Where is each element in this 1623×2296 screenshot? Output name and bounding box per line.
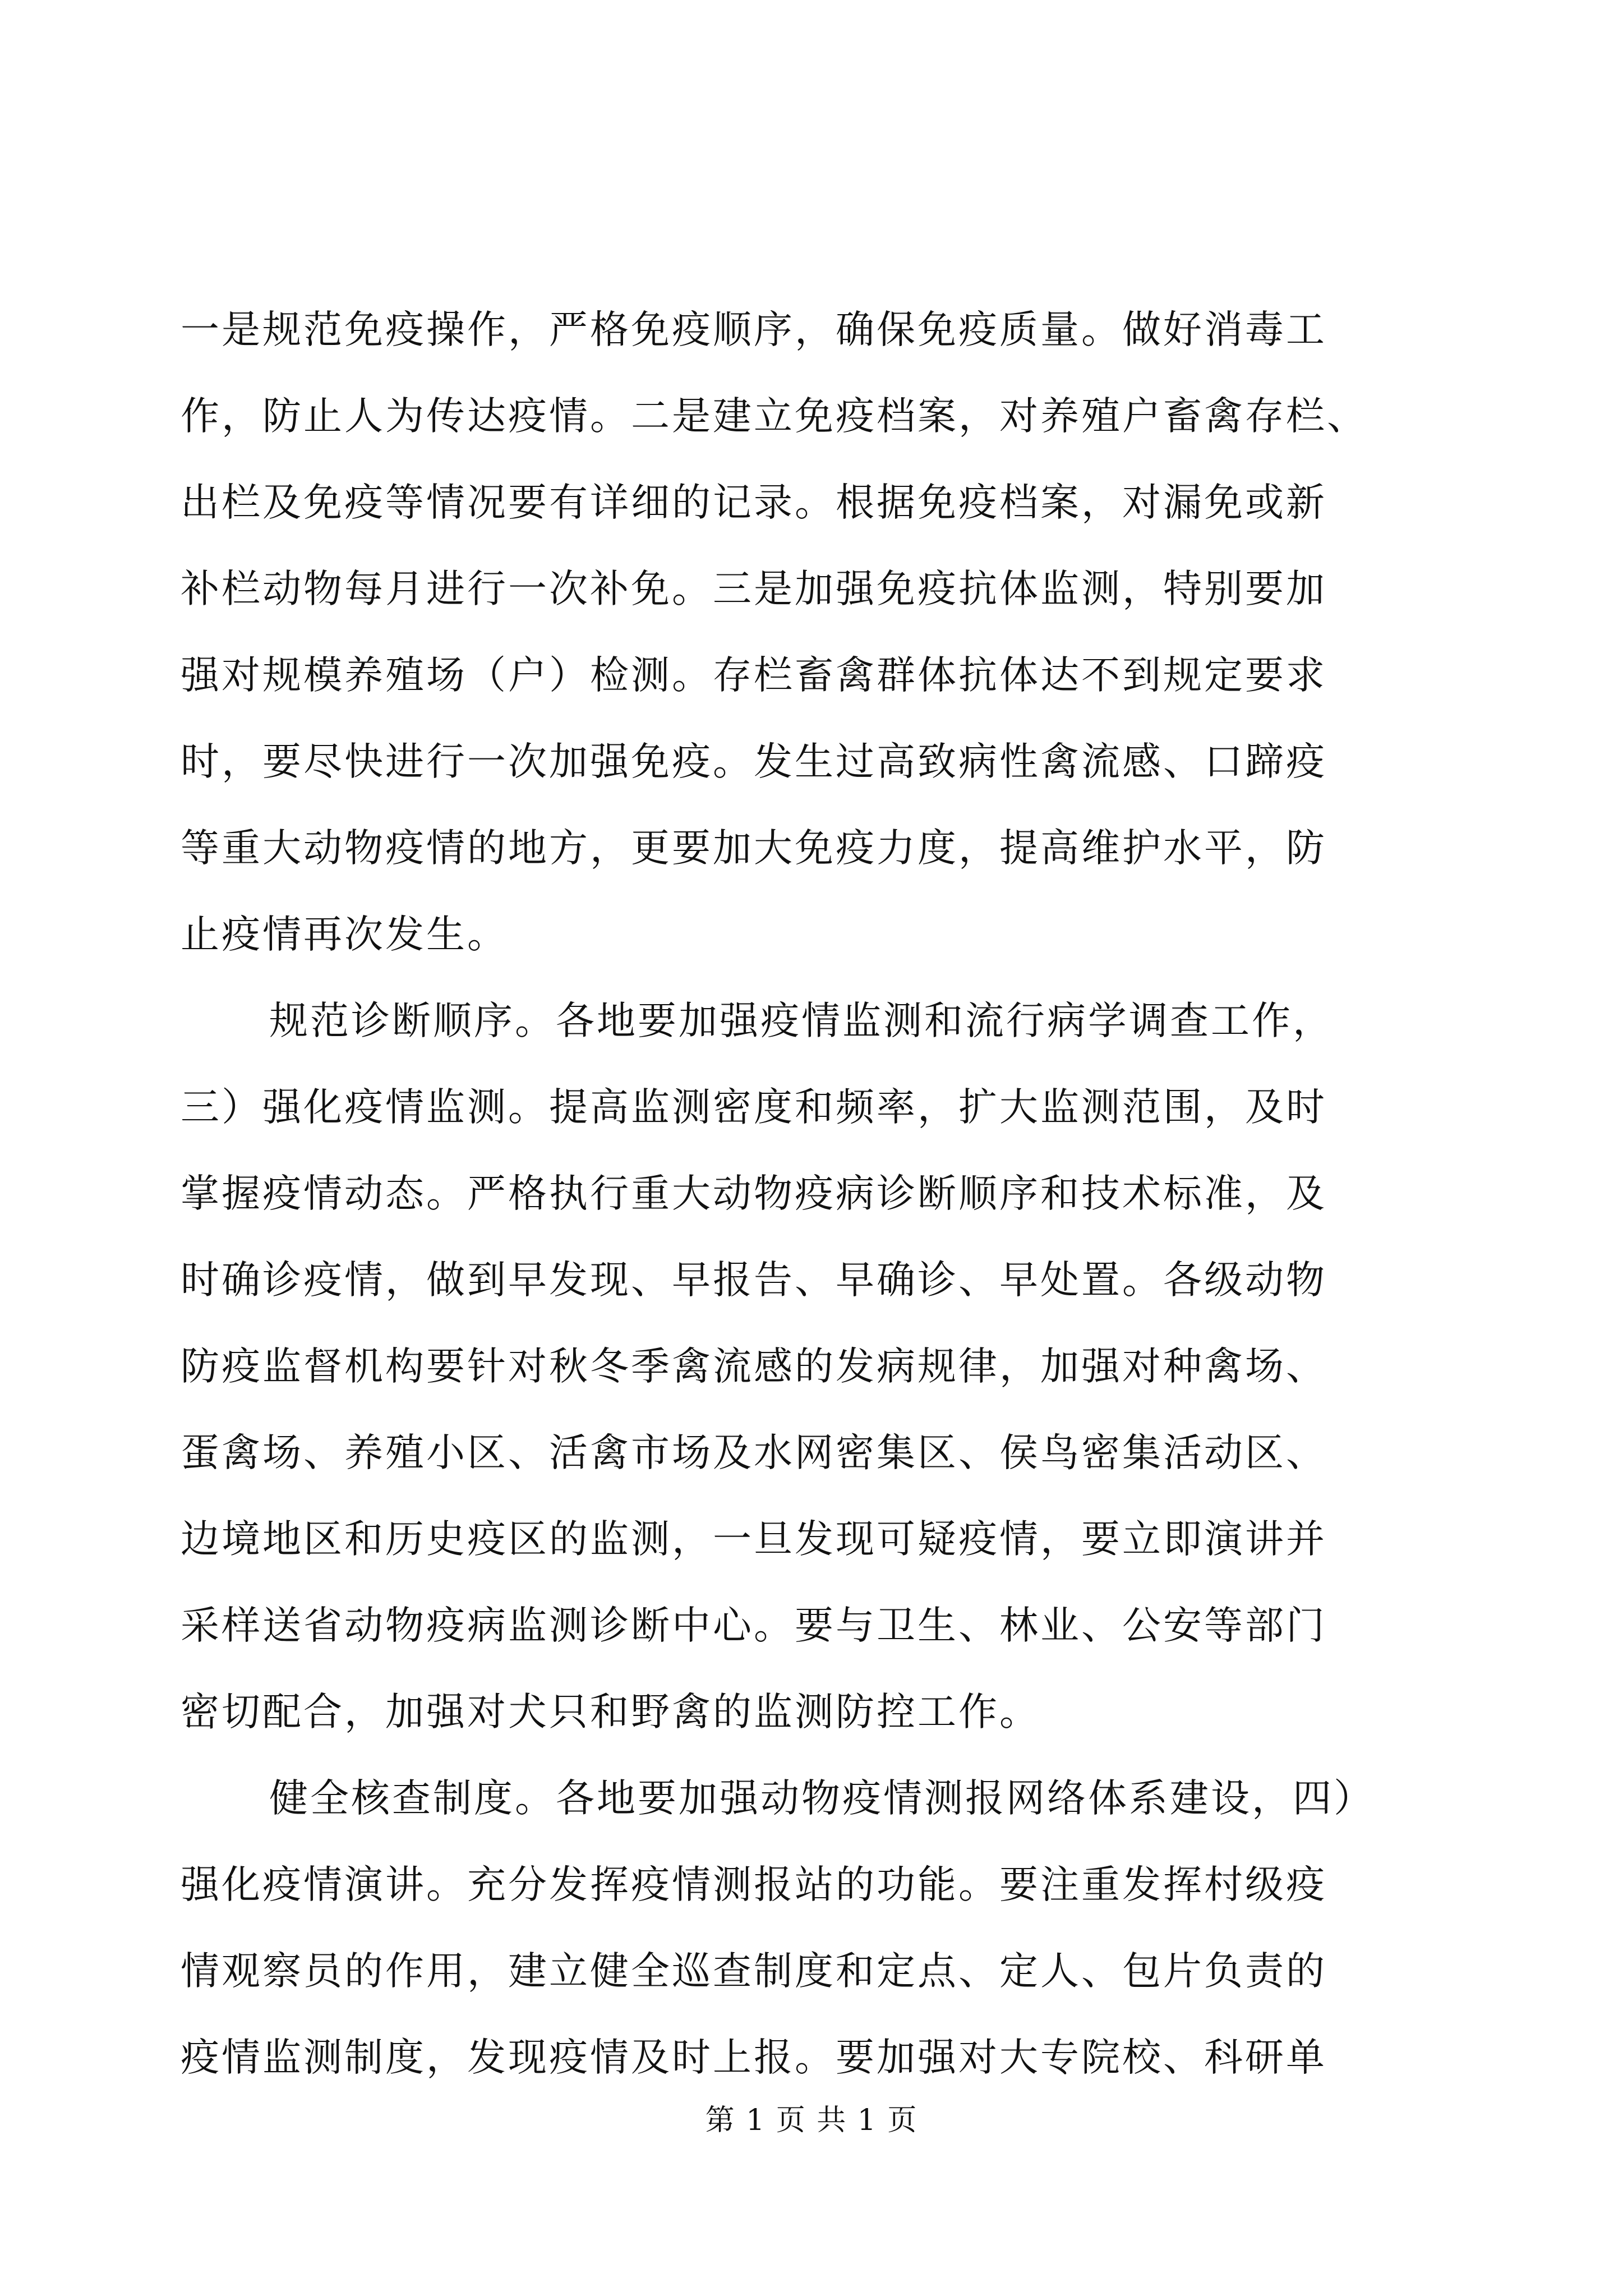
text-line: 强化疫情演讲。充分发挥疫情测报站的功能。要注重发挥村级疫 [181,1862,1327,1907]
text-line: 止疫情再次发生。 [181,912,508,957]
text-line: 防疫监督机构要针对秋冬季禽流感的发病规律，加强对种禽场、 [181,1344,1327,1389]
text-line: 时确诊疫情，做到早发现、早报告、早确诊、早处置。各级动物 [181,1258,1327,1303]
text-line: 蛋禽场、养殖小区、活禽市场及水网密集区、侯鸟密集活动区、 [181,1430,1327,1475]
text-line: 等重大动物疫情的地方，更要加大免疫力度，提高维护水平，防 [181,826,1327,871]
text-line: 采样送省动物疫病监测诊断中心。要与卫生、林业、公安等部门 [181,1603,1327,1648]
text-line: 边境地区和历史疫区的监测，一旦发现可疑疫情，要立即演讲并 [181,1517,1327,1562]
text-line: 密切配合，加强对犬只和野禽的监测防控工作。 [181,1690,1040,1734]
text-line: 疫情监测制度，发现疫情及时上报。要加强对大专院校、科研单 [181,2035,1327,2080]
text-line: 情观察员的作用，建立健全巡查制度和定点、定人、包片负责的 [181,1949,1327,1994]
text-line: 时，要尽快进行一次加强免疫。发生过高致病性禽流感、口蹄疫 [181,739,1327,784]
text-line: 出栏及免疫等情况要有详细的记录。根据免疫档案，对漏免或新 [181,480,1327,525]
text-line: 强对规模养殖场（户）检测。存栏畜禽群体抗体达不到规定要求 [181,653,1327,698]
text-line: 作，防止人为传达疫情。二是建立免疫档案，对养殖户畜禽存栏、 [181,394,1368,439]
text-line: 掌握疫情动态。严格执行重大动物疫病诊断顺序和技术标准，及 [181,1171,1327,1216]
paragraph-start-line: 规范诊断顺序。各地要加强疫情监测和流行病学调查工作， [269,999,1334,1043]
text-line: 一是规范免疫操作，严格免疫顺序，确保免疫质量。做好消毒工 [181,307,1327,352]
text-line: 三）强化疫情监测。提高监测密度和频率，扩大监测范围，及时 [181,1085,1327,1130]
paragraph-start-line: 健全核查制度。各地要加强动物疫情测报网络体系建设，四） [269,1776,1375,1821]
text-line: 补栏动物每月进行一次补免。三是加强免疫抗体监测，特别要加 [181,567,1327,611]
page-footer: 第 1 页 共 1 页 [705,2104,918,2137]
